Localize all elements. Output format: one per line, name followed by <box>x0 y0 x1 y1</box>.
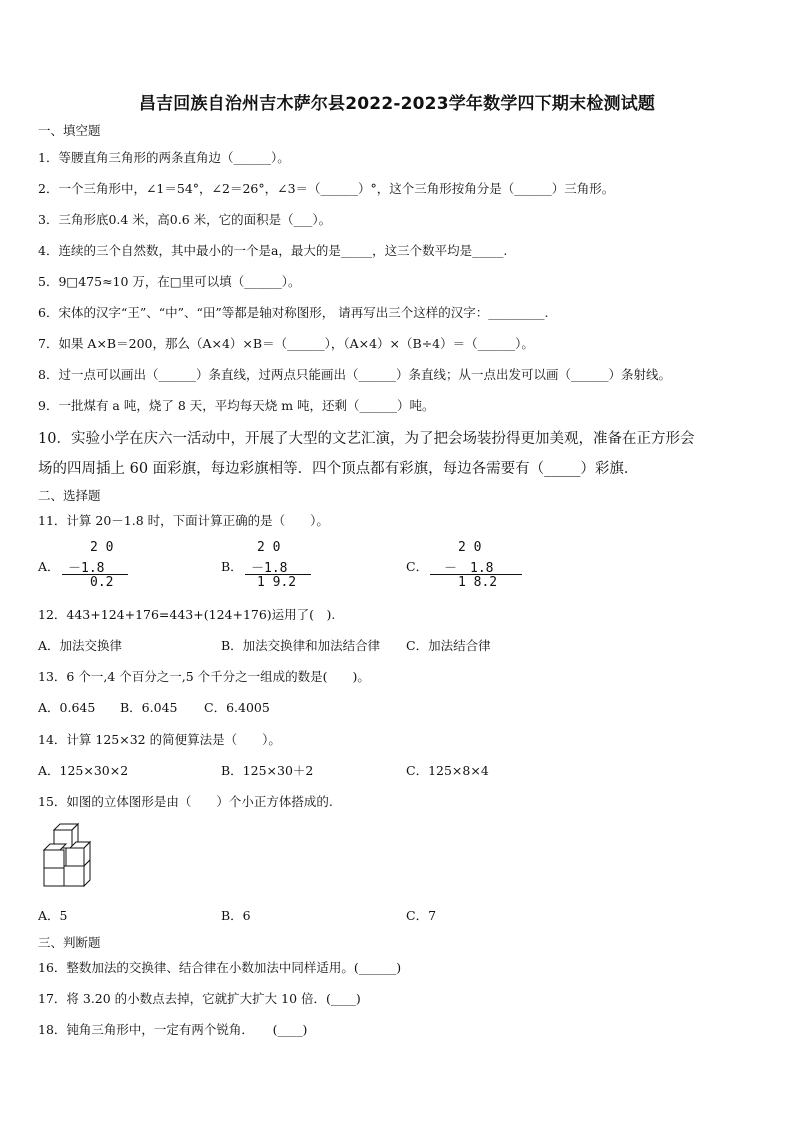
question-1: 1．等腰直角三角形的两条直角边（______）。 <box>38 150 290 165</box>
q13-option-a: A．0.645 <box>38 700 96 715</box>
calc-result: 1 8.2 <box>458 575 498 590</box>
question-18: 18．钝角三角形中，一定有两个锐角． (____) <box>38 1022 308 1037</box>
question-14: 14．计算 125×32 的简便算法是（ ）。 <box>38 732 281 747</box>
calc-subtrahend: －1.8 <box>68 561 105 576</box>
question-12: 12．443+124+176=443+(124+176)运用了( ). <box>38 607 336 622</box>
q14-option-b: B．125×30＋2 <box>221 763 314 778</box>
q14-option-c: C．125×8×4 <box>406 763 489 778</box>
q15-option-b: B．6 <box>221 908 251 923</box>
q11-option-a-label: A． <box>38 559 60 574</box>
q14-option-a: A．125×30×2 <box>38 763 129 778</box>
calc-top: 2 0 <box>458 540 482 555</box>
question-11: 11．计算 20－1.8 时，下面计算正确的是（ ）。 <box>38 513 329 528</box>
question-4: 4．连续的三个自然数，其中最小的一个是a，最大的是_____，这三个数平均是_____. <box>38 243 508 258</box>
question-17: 17．将 3.20 的小数点去掉，它就扩大扩大 10 倍．(____) <box>38 991 361 1006</box>
question-10-line-1: 10．实验小学在庆六一活动中，开展了大型的文艺汇演，为了把会场装扮得更加美观，准备在正方形会 <box>38 431 695 447</box>
question-16: 16．整数加法的交换律、结合律在小数加法中同样适用。(______) <box>38 960 402 975</box>
cube-front-face <box>44 850 64 868</box>
cube-top-face <box>44 844 66 850</box>
q11-option-c-label: C． <box>406 559 429 574</box>
question-10-line-2: 场的四周插上 60 面彩旗，每边彩旗相等．四个顶点都有彩旗，每边各需要有（_____）彩旗． <box>38 461 639 477</box>
q11-option-a-calc <box>62 540 128 592</box>
question-7: 7．如果 A×B＝200，那么（A×4）×B＝（______），（A×4）×（B÷4）＝（______）。 <box>38 336 534 351</box>
cube-front-face <box>66 848 84 866</box>
calc-top: 2 0 <box>257 540 281 555</box>
q11-option-b-calc <box>245 540 311 592</box>
section-heading-judge: 三、判断题 <box>38 935 101 950</box>
question-2: 2．一个三角形中，∠1＝54°，∠2＝26°，∠3＝（______）°，这个三角形按角分是（______）三角形。 <box>38 181 615 196</box>
calc-result: 0.2 <box>90 575 114 590</box>
calc-subtrahend: －1.8 <box>251 561 288 576</box>
cube-stack-figure <box>40 822 92 890</box>
q13-option-c: C．6.4005 <box>204 700 270 715</box>
q12-option-a: A．加法交换律 <box>38 638 123 653</box>
cube-front-face <box>44 868 64 886</box>
cube-front-face <box>64 866 84 886</box>
question-15: 15．如图的立体图形是由（ ）个小正方体搭成的. <box>38 794 333 809</box>
question-9: 9．一批煤有 a 吨，烧了 8 天，平均每天烧 m 吨，还剩（______）吨。 <box>38 398 435 413</box>
q13-option-b: B．6.045 <box>120 700 178 715</box>
section-heading-choice: 二、选择题 <box>38 488 101 503</box>
calc-top: 2 0 <box>90 540 114 555</box>
section-heading-fill: 一、填空题 <box>38 123 101 138</box>
q15-option-c: C．7 <box>406 908 437 923</box>
question-5: 5．9□475≈10 万，在□里可以填（______）。 <box>38 274 301 289</box>
question-13: 13．6 个一,4 个百分之一,5 个千分之一组成的数是( )。 <box>38 669 370 684</box>
q11-option-b-label: B． <box>221 559 243 574</box>
q15-option-a: A．5 <box>38 908 68 923</box>
question-8: 8．过一点可以画出（______）条直线，过两点只能画出（______）条直线；从一点出发可以画（______）条射线。 <box>38 367 671 382</box>
question-6: 6．宋体的汉字“王”、“中”、“田”等都是轴对称图形， 请再写出三个这样的汉字：_________. <box>38 305 549 320</box>
question-3: 3．三角形底0.4 米，高0.6 米，它的面积是（___）。 <box>38 212 332 227</box>
q12-option-b: B．加法交换律和加法结合律 <box>221 638 381 653</box>
calc-subtrahend: － 1.8 <box>444 561 494 576</box>
page-title: 昌吉回族自治州吉木萨尔县2022-2023学年数学四下期末检测试题 <box>138 94 656 114</box>
q12-option-c: C．加法结合律 <box>406 638 491 653</box>
calc-result: 1 9.2 <box>257 575 297 590</box>
q11-option-c-calc <box>430 540 522 592</box>
